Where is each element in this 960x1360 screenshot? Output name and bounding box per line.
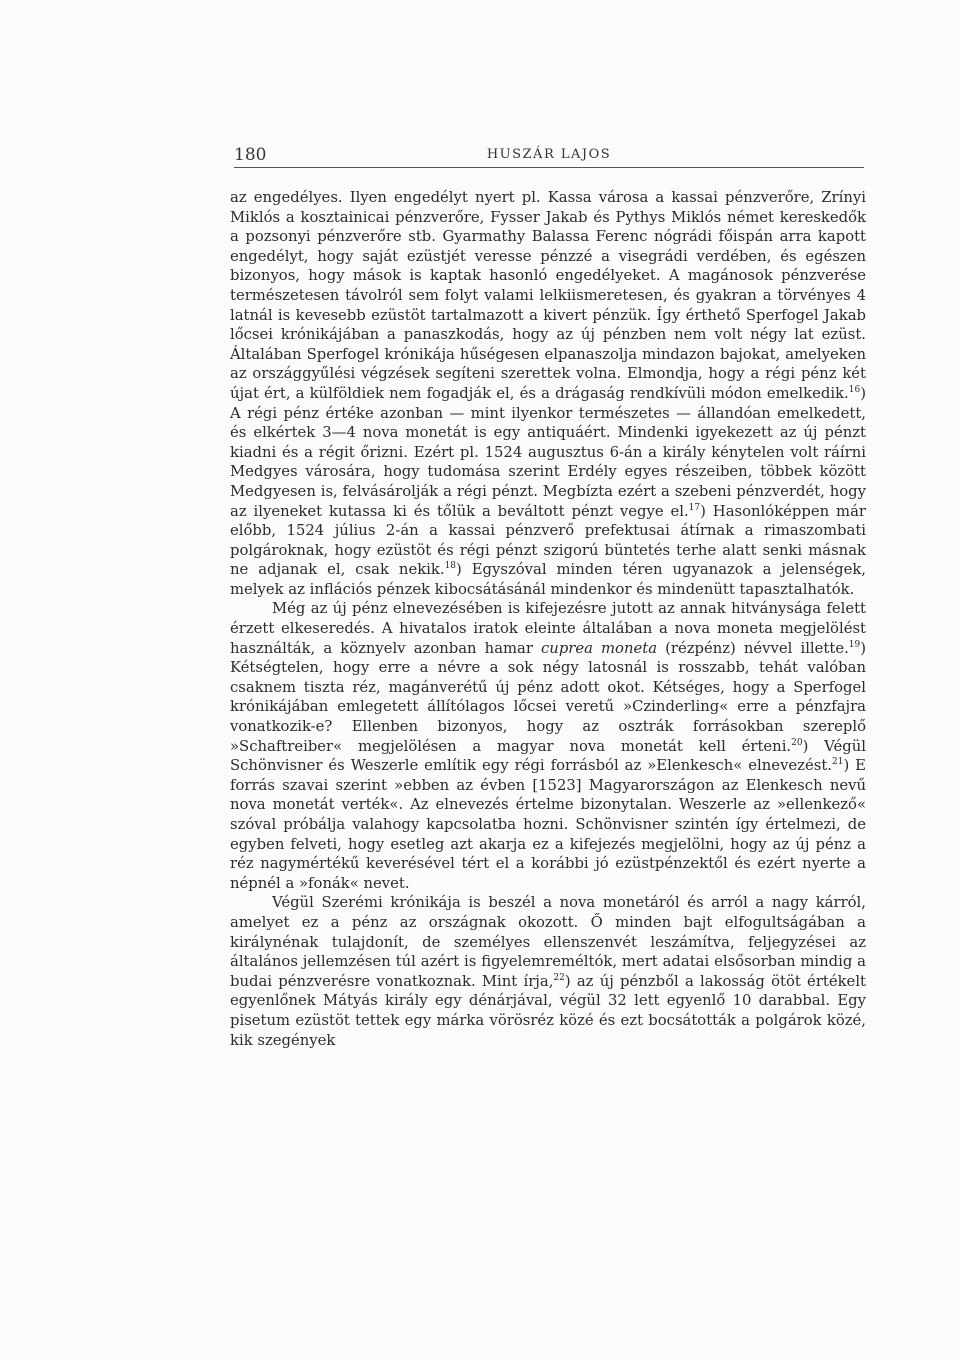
page-header [234,141,864,168]
footnote-ref: 20 [791,737,803,748]
text-run: (rézpénz) névvel illette. [657,639,849,657]
text-run: ) Egyszóval minden téren ugyanazok a jelenségek, melyek az inflációs pénzek kibocsátásánál mindenkor és mindenütt tapasztalhatók. [230,561,867,598]
footnote-ref: 22 [553,972,565,983]
footnote-ref: 16 [848,385,861,396]
text-run: Még az új pénz elnevezésében is kifejezésre jutott az annak hitványsága felett érzett elkeseredés. A hivatalos iratok eleinte általában a nova moneta megjelölést használták, a köznyelv azonban hamar [230,600,866,657]
text-run: ) E forrás szavai szerint »ebben az évben [1523] Magyarországon az Elenkesch nevű nova monetát verték«. Az elnevezés értelme bizonytalan. Weszerle az »ellenkező« szóval próbálja valahogy kapcsolatba hozni. Schönvisner szintén így értelmezi, de egyben felveti, hogy esetleg azt akarja ez a kifejezés megjelölni, hogy az új pénz a réz nagymértékű keverésével tért el a korábbi jó ezüstpénzektől és ezért nyerte a népnél a »fonák« nevet. [230,757,866,892]
footnote-ref: 19 [848,639,861,650]
text-run: Végül Szerémi krónikája is beszél a nova monetáról és arról a nagy kárról, amelyet ez a pénz az országnak okozott. Ő minden bajt elfogultságában a királynénak tulajdonít, de személyes ellenszenvét leszámítva, feljegyzései az általános jellemzésen túl azért is figyelemreméltók, mert adatai elsősorban mindig a budai pénzverésre vonatkoznak. Mint írja, [230,894,866,990]
running-head: HUSZÁR LAJOS [486,147,612,162]
page-number: 180 [234,145,267,165]
body-text [230,188,866,1050]
paragraph [230,893,866,1050]
text-run: az engedélyes. Ilyen engedélyt nyert pl. Kassa városa a kassai pénzverőre, Zrínyi Miklós a kosztainicai pénzverőre, Fysser Jakab és Pythys Miklós német kereskedők a pozsonyi pénzverőre stb. Gyarmathy Balassa Ferenc nógrádi főispán arra kapott engedélyt, hogy saját ezüstjét veresse pénzzé a visegrádi verdében, és egészen bizonyos, hogy mások is kaptak hasonló engedélyeket. A magánosok pénzverése természetesen távolról sem folyt valami lelkiismeretesen, és gyakran a törvényes 4 latnál is kevesebb ezüstöt tartalmazott a kivert pénzük. Így érthető Sperfogel Jakab lőcsei krónikájában a panaszkodás, hogy az új pénzben nem volt négy lat ezüst. Általában Sperfogel krónikája hűségesen elpanaszolja mindazon bajokat, amelyeken az országgyűlési végzések segíteni szerettek volna. Elmondja, hogy a régi pénz két újat ért, a külföldiek nem fogadják el, és a drágaság rendkívüli módon emelkedik. [230,189,866,402]
italic-term: cuprea moneta [541,639,658,657]
footnote-ref: 21 [831,757,844,768]
text-run: ) Hasonlóképpen már előbb, 1524 július 2-án a kassai pénzverő prefektusai átírnak a rimaszombati polgároknak, hogy ezüstöt és régi pénzt szigorú büntetés terhe alatt senki másnak ne adjanak el, csak nekik. [230,502,866,579]
footnote-ref: 18 [444,561,457,572]
text-run: ) A régi pénz értéke azonban — mint ilyenkor természetes — állandóan emelkedett, és elkértek 3—4 nova monetát is egy antiquáért. Mindenki igyekezett az új pénzt kiadni és a régit őrizni. Ezért pl. 1524 augusztus 6-án a király kénytelen volt ráírni Medgyes városára, hogy tudomása szerint Erdély egyes részeiben, többek között Medgyesen is, felvásárolják a régi pénzt. Megbízta ezért a szebeni pénzverdét, hogy az ilyeneket kutassa ki és tőlük a beváltott pénzt vegye el. [230,384,866,520]
text-run: ) az új pénzből a lakosság ötöt értékelt egyenlőnek Mátyás király egy dénárjával, végül 32 lett egyenlő 10 darabbal. Egy pisetum ezüstöt tettek egy márka vörösréz közé és ezt bocsátották a polgárok közé, kik szegények [230,972,866,1049]
text-run: ) Kétségtelen, hogy erre a névre a sok négy latosnál is rosszabb, tehát valóban csaknem tiszta réz, magánverétű új pénz adott okot. Kétséges, hogy a Sperfogel krónikájában emlegetett állítólagos lőcsei veretű »Czinderling« erre a pénzfajra vonatkozik-e? Ellenben bizonyos, hogy az osztrák forrásokban szereplő »Schaftreiber« megjelölésen a magyar nova monetát kell érteni. [230,639,867,755]
paragraph [230,188,866,599]
text-run: ) Végül Schönvisner és Weszerle említik egy régi forrásból az »Elenkesch« elnevezést. [230,737,866,775]
footnote-ref: 17 [688,502,701,513]
paragraph [230,599,866,893]
